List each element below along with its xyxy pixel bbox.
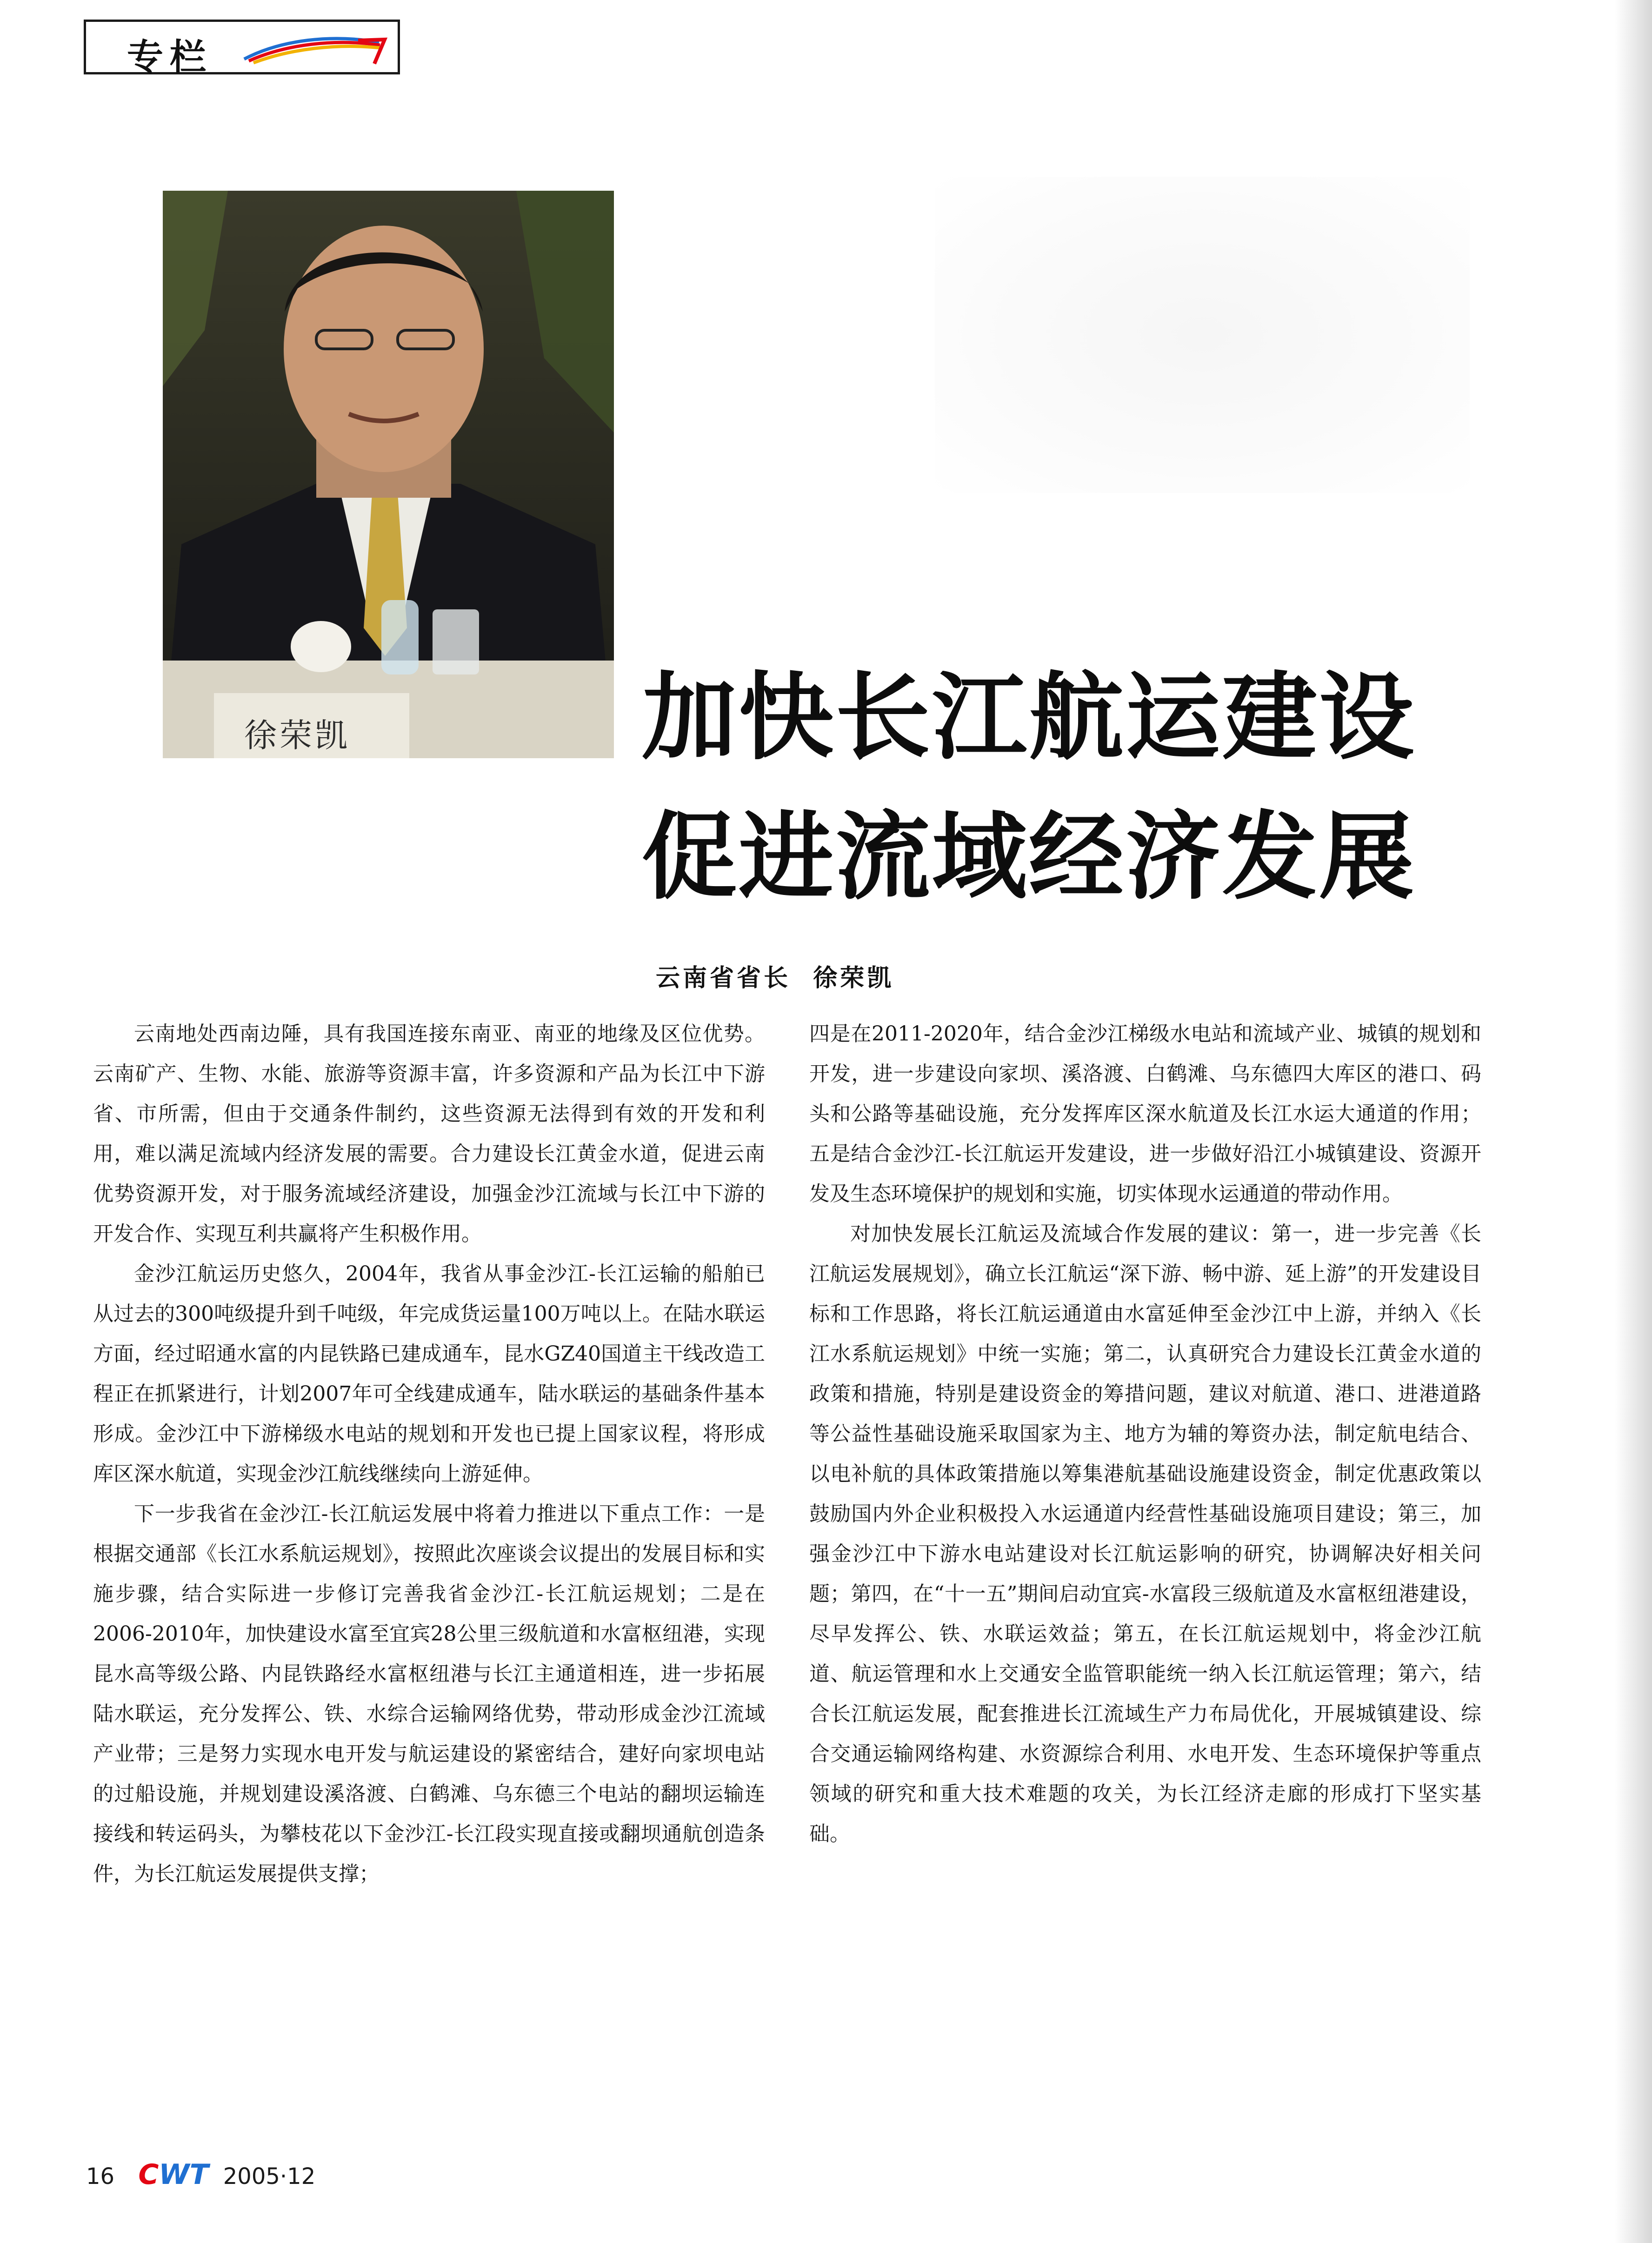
magazine-logo: CWT: [138, 2158, 209, 2191]
paragraph: 对加快发展长江航运及流域合作发展的建议：第一，进一步完善《长江航运发展规划》，确立长江航运“深下游、畅中游、延上游”的开发建设目标和工作思路，将长江航运通道由水富延伸至金沙江中上游，并纳入《长江水系航运规划》中统一实施；第二，认真研究合力建设长江黄金水道的政策和措施，特别是建设资金的筹措问题，建议对航道、港口、进港道路等公益性基础设施采取国家为主、地方为辅的筹资办法，制定航电结合、以电补航的具体政策措施以筹集港航基础设施建设资金，制定优惠政策以鼓励国内外企业积极投入水运通道内经营性基础设施项目建设；第三，加强金沙江中下游水电站建设对长江航运影响的研究，协调解决好相关问题；第四，在“十一五”期间启动宜宾-水富段三级航道及水富枢纽港建设，尽早发挥公、铁、水联运效益；第五，在长江航运规划中，将金沙江航道、航运管理和水上交通安全监管职能统一纳入长江航运管理；第六，结合长江航运发展，配套推进长江流域生产力布局优化，开展城镇建设、综合交通运输网络构建、水资源综合利用、水电开发、生态环境保护等重点领域的研究和重大技术难题的攻关，为长江经济走廊的形成打下坚实基础。: [809, 1222, 1481, 1846]
article-column-right: [809, 1014, 1481, 2107]
page-number: 16: [86, 2163, 115, 2190]
page-edge-shadow: [1615, 0, 1652, 2243]
article-title-line1: 加快长江航运建设: [642, 661, 1416, 773]
column-tag: [84, 20, 400, 79]
nameplate: 徐荣凯: [244, 716, 350, 754]
portrait-photo: [163, 191, 614, 758]
article-column-left: [93, 1014, 765, 2107]
background-blur: [935, 177, 1470, 493]
paragraph: 金沙江航运历史悠久，2004年，我省从事金沙江-长江运输的船舶已从过去的300吨级提升到千吨级，年完成货运量100万吨以上。在陆水联运方面，经过昭通水富的内昆铁路已建成通车，昆水GZ40国道主干线改造工程正在抓紧进行，计划2007年可全线建成通车，陆水联运的基础条件基本形成。金沙江中下游梯级水电站的规划和开发也已提上国家议程，将形成库区深水航道，实现金沙江航线继续向上游延伸。: [93, 1262, 765, 1486]
paragraph: 下一步我省在金沙江-长江航运发展中将着力推进以下重点工作：一是根据交通部《长江水系航运规划》，按照此次座谈会议提出的发展目标和实施步骤，结合实际进一步修订完善我省金沙江-长江航运规划；二是在2006-2010年，加快建设水富至宜宾28公里三级航道和水富枢纽港，实现昆水高等级公路、内昆铁路经水富枢纽港与长江主通道相连，进一步拓展陆水联运，充分发挥公、铁、水综合运输网络优势，带动形成金沙江流域产业带；三是努力实现水电开发与航运建设的紧密结合，建好向家坝电站的过船设施，并规划建设溪洛渡、白鹤滩、乌东德三个电站的翻坝运输连接线和转运码头，为攀枝花以下金沙江-长江段实现直接或翻坝通航创造条件，为长江航运发展提供支撑；: [93, 1502, 765, 1886]
article-title-line2: 促进流域经济发展: [642, 801, 1416, 913]
paragraph: 云南地处西南边陲，具有我国连接东南亚、南亚的地缘及区位优势。云南矿产、生物、水能、旅游等资源丰富，许多资源和产品为长江中下游省、市所需，但由于交通条件制约，这些资源无法得到有效的开发和利用，难以满足流域内经济发展的需要。合力建设长江黄金水道，促进云南优势资源开发，对于服务流域经济建设，加强金沙江流域与长江中下游的开发合作、实现互利共赢将产生积极作用。: [93, 1022, 765, 1246]
paragraph: 四是在2011-2020年，结合金沙江梯级水电站和流域产业、城镇的规划和开发，进一步建设向家坝、溪洛渡、白鹤滩、乌东德四大库区的港口、码头和公路等基础设施，充分发挥库区深水航道及长江水运大通道的作用；五是结合金沙江-长江航运开发建设，进一步做好沿江小城镇建设、资源开发及生态环境保护的规划和实施，切实体现水运通道的带动作用。: [809, 1022, 1481, 1206]
swoosh-logo-icon: [240, 30, 393, 67]
column-tag-label: 专栏: [127, 37, 213, 79]
page-footer: [86, 2158, 315, 2191]
issue-date: 2005·12: [223, 2163, 316, 2190]
byline: 云南省省长 徐荣凯: [656, 964, 894, 992]
